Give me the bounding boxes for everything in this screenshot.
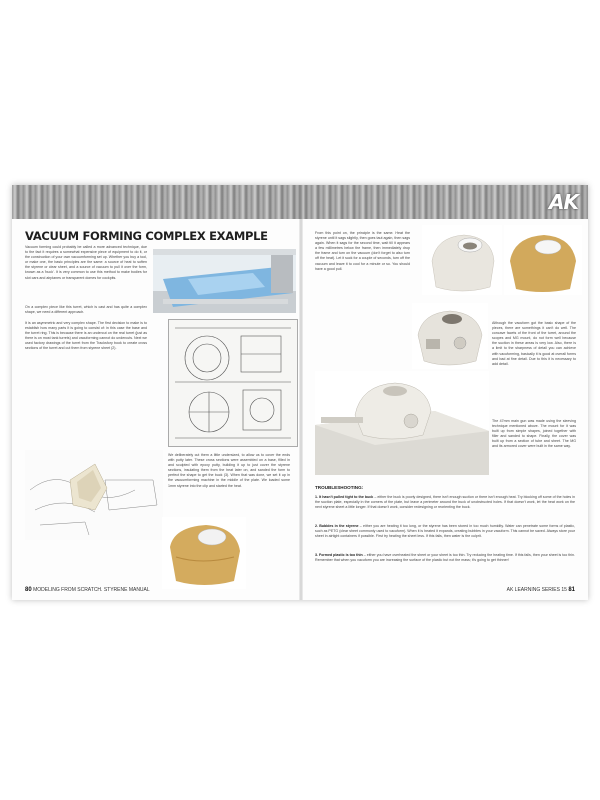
book-title: MODELING FROM SCRATCH. STYRENE MANUAL bbox=[33, 587, 150, 593]
troubleshooting-item bbox=[315, 553, 575, 563]
paragraph-6: Although the vacuform got the basic shape of the pieces, there are somethings it can't do well. The concave facets of the front of the turret, around the scopes and MG mount, do not form well because the suction in these areas is very low. Also, there is a limit to the sharpness of detail you can achieve with vacuforming, basically it is good at overall forms and bad at fine detail. Due to this it is necessary to add detail. bbox=[492, 321, 576, 366]
ak-logo: AK bbox=[549, 190, 578, 214]
page-title: VACUUM FORMING COMPLEX EXAMPLE bbox=[25, 229, 268, 243]
white-shell-photo bbox=[422, 225, 502, 295]
paragraph-5: From this point on, the principle is the same. Heat the styrene until it sags slightly, then goes taut again, then sags again. When it sags for the second time, wait till it appears a few millimetres below the frame, then immediately drop the frame and turn on the vacuum (don't forget to also turn off the heat). Let it suck for a couple of seconds, turn off the vacuum and leave it to cool for a minute or so. You should have a good pull. bbox=[315, 231, 410, 271]
troubleshooting-item bbox=[315, 524, 575, 539]
series-brand: AK LEARNING SERIES 15 bbox=[506, 587, 567, 593]
page-number-left: 80 bbox=[25, 587, 32, 593]
folio-right bbox=[507, 587, 575, 593]
intro-paragraph: Vacuum forming could probably be called a more advanced technique, due to the fact it requires a somewhat expensive piece of equipment to do it, or the construction of your own vacuumforming set up. Whether you buy a tool, or make one, the basic principles are the same: a source of heat to soften the styrene or clear sheet, and a source of vacuum to pull it over the form, known as a 'buck'. It is very common to use this method to make bodies for slot cars and airplanes or transparent domes for cockpits. bbox=[25, 245, 147, 280]
troubleshooting-item bbox=[315, 495, 575, 510]
cross-sections-photo bbox=[25, 450, 163, 540]
troubleshooting-item-title: 1. It hasn't pulled tight to the buck bbox=[315, 495, 374, 499]
vacuum-machine-photo bbox=[153, 249, 296, 313]
troubleshooting-heading: TROUBLESHOOTING: bbox=[315, 485, 364, 490]
buck-with-shell-photo bbox=[504, 225, 582, 295]
troubleshooting-item-text: – either you have overheated the sheet or your sheet is too thin. Try reducing the heating time. If this fails, then your sheet is too thin. Remember that when you vacuform you are increasing the surface of the plastic but not the mass; it's going to get thinner! bbox=[315, 553, 575, 562]
paragraph-7: The 47mm main gun was made using the sleeving technique mentioned above. The mount for it was built up from simple shapes, joined together with filler and sanded to shape. Finally, the cover was built up from a section of tube and sheet. The MG and its armored cover were built in the same way. bbox=[492, 419, 576, 449]
magazine-spread bbox=[12, 185, 588, 600]
page-number-right: 81 bbox=[568, 587, 575, 593]
detailed-shell-photo bbox=[412, 303, 488, 369]
troubleshooting-item-title: 2. Bubbles in the styrene bbox=[315, 524, 359, 528]
finished-tank-photo bbox=[315, 371, 489, 475]
putty-buck-photo bbox=[162, 517, 246, 589]
paragraph-3: It is an asymmetric and very complex shape. The first decision to make is to establish how many parts it is going to consist of: in this case the base and the turret ring. This is because there is an undercut on the real turret (just as there is on most tank turrets) and vacuforming cannot do undercuts. Next we used factory drawings of the turret from the Tracksfory book to create cross sections of the turret and cut them from styrene sheet (2). bbox=[25, 321, 147, 351]
paragraph-4: We deliberately cut them a little undersized, to allow us to cover the ends with putty later. These cross sections were assembled on a base, filled in and sculpted with epoxy putty, building it up to just cover the styrene sections, insulating them from the heat later on, and sanded the form to perfect the shape to get the buck (3). When that was done, we set it up in the vacuumforming machine in the middle of the plate. We loaded some 1mm styrene into the clip and started the heat. bbox=[168, 453, 290, 488]
troubleshooting-item-text: – either the buck is poorly designed, there isn't enough suction or there isn't enough heat. Try blocking off some of the holes in the suction plate, especially in the corners of the plate, but leave a perimeter around the buck of unobstructed holes. If that doesn't work, let the heat work on the next styrene sheet a little longer. If that doesn't work, consider redesigning or reorienting the buck. bbox=[315, 495, 576, 509]
turret-drawing-photo bbox=[168, 319, 298, 447]
page-gutter bbox=[299, 185, 303, 600]
paragraph-2: On a complex piece like this turret, which is cast and has quite a complex shape, we need a different approach. bbox=[25, 305, 147, 315]
troubleshooting-item-text: – either you are heating it too long, or the styrene has been stored in too much humidity. Water can penetrate some forms of plastic, such as PETG (clear sheet commonly used to vacuform). When it is heated it expands, creating bubbles in your vacuform. This cannot be saved. Always store your sheet in airtight containers if possible. First try heating the sheet less. If this fails, then water is the culprit. bbox=[315, 524, 575, 538]
folio-left bbox=[25, 587, 150, 593]
troubleshooting-item-title: 3. Formed plastic is too thin bbox=[315, 553, 363, 557]
